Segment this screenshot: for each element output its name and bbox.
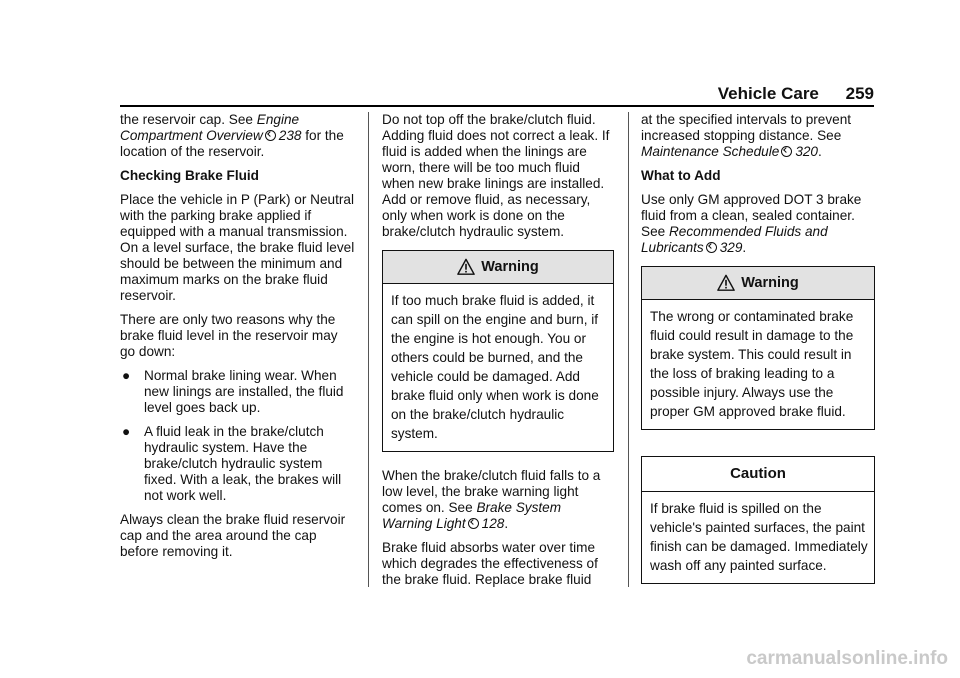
warning-body: If too much brake fluid is added, it can spill on the engine and burn, if the engine is hot enough. You or others could be burned, and the vehicle could be damaged. Add brake fluid only when work is done on the brake/clutch hydraulic system. bbox=[391, 293, 599, 441]
column-right bbox=[641, 112, 875, 600]
column-middle bbox=[382, 112, 614, 596]
paragraph: at the specified intervals to prevent increased stopping distance. See Maintenance Schedule 320. bbox=[641, 112, 852, 159]
paragraph: Always clean the brake fluid reservoir cap and the area around the cap before removing it. bbox=[120, 512, 346, 559]
caution-header: Caution bbox=[642, 457, 874, 492]
caution-box bbox=[641, 456, 875, 584]
crossref-page[interactable]: 128 bbox=[481, 516, 505, 531]
paragraph: There are only two reasons why the brake fluid level in the reservoir may go down: bbox=[120, 312, 338, 359]
column-divider bbox=[368, 112, 369, 587]
paragraph: Use only GM approved DOT 3 brake fluid from a clean, sealed container. See Recommended Fluids and Lubricants 329. bbox=[641, 192, 862, 255]
paragraph: Do not top off the brake/clutch fluid. Adding fluid does not correct a leak. If fluid is added when the linings are worn, there will be too much fluid when new brake linings are installed. Add or remove fluid, as necessary, only when work is done on the brake/clutch hydraulic system. bbox=[382, 112, 610, 239]
subheading: What to Add bbox=[641, 168, 721, 183]
warning-box bbox=[641, 266, 875, 430]
crossref-page[interactable]: 238 bbox=[278, 128, 302, 143]
page-reference-icon bbox=[265, 130, 276, 141]
crossref-page[interactable]: 329 bbox=[719, 240, 743, 255]
warning-header bbox=[642, 267, 874, 300]
caution-body: If brake fluid is spilled on the vehicle's painted surfaces, the paint finish can be damaged. Immediately wash off any painted surface. bbox=[650, 501, 868, 573]
crossref-link[interactable]: Engine Compartment Overview bbox=[120, 112, 300, 143]
column-left bbox=[120, 112, 356, 568]
bullet-icon: ● bbox=[122, 424, 131, 439]
crossref-link[interactable]: Brake System Warning Light bbox=[382, 500, 562, 531]
page-reference-icon bbox=[706, 242, 717, 253]
paragraph: Brake fluid absorbs water over time which degrades the effectiveness of the brake fluid. Replace brake fluid bbox=[382, 540, 598, 587]
warning-triangle-icon bbox=[457, 258, 475, 276]
warning-body: The wrong or contaminated brake fluid could result in damage to the brake system. This could result in the loss of braking leading to a possible injury. Always use the proper GM approved brake fluid. bbox=[650, 309, 854, 419]
subheading: Checking Brake Fluid bbox=[120, 168, 259, 183]
crossref-link[interactable]: Recommended Fluids and Lubricants bbox=[641, 224, 828, 255]
list-item: ● A fluid leak in the brake/clutch hydraulic system. Have the brake/clutch hydraulic system fixed. With a leak, the brakes will not work well. bbox=[122, 424, 342, 503]
list-item: ● Normal brake lining wear. When new linings are installed, the fluid level goes back up. bbox=[122, 368, 344, 415]
bullet-icon: ● bbox=[122, 368, 131, 383]
crossref-page[interactable]: 320 bbox=[795, 144, 818, 159]
paragraph: Place the vehicle in P (Park) or Neutral with the parking brake applied if equipped with a manual transmission. On a level surface, the brake fluid level should be between the minimum and maximum marks on the brake fluid reservoir. bbox=[120, 192, 355, 303]
header-rule bbox=[120, 105, 874, 107]
column-divider bbox=[628, 112, 629, 587]
paragraph: the reservoir cap. See Engine Compartment Overview 238 for the location of the reservoir. bbox=[120, 112, 344, 159]
page-reference-icon bbox=[781, 146, 792, 157]
paragraph: When the brake/clutch fluid falls to a low level, the brake warning light comes on. See Brake System Warning Light 128. bbox=[382, 468, 601, 531]
warning-triangle-icon bbox=[717, 274, 735, 292]
warning-header bbox=[383, 251, 613, 284]
warning-title: Warning bbox=[481, 259, 539, 275]
warning-title: Warning bbox=[741, 275, 799, 291]
crossref-link[interactable]: Maintenance Schedule bbox=[641, 144, 780, 159]
watermark: carmanualsonline.info bbox=[746, 648, 948, 669]
page-number: 259 bbox=[845, 84, 874, 103]
section-title: Vehicle Care bbox=[717, 84, 819, 103]
page-reference-icon bbox=[468, 518, 479, 529]
warning-box bbox=[382, 250, 614, 452]
